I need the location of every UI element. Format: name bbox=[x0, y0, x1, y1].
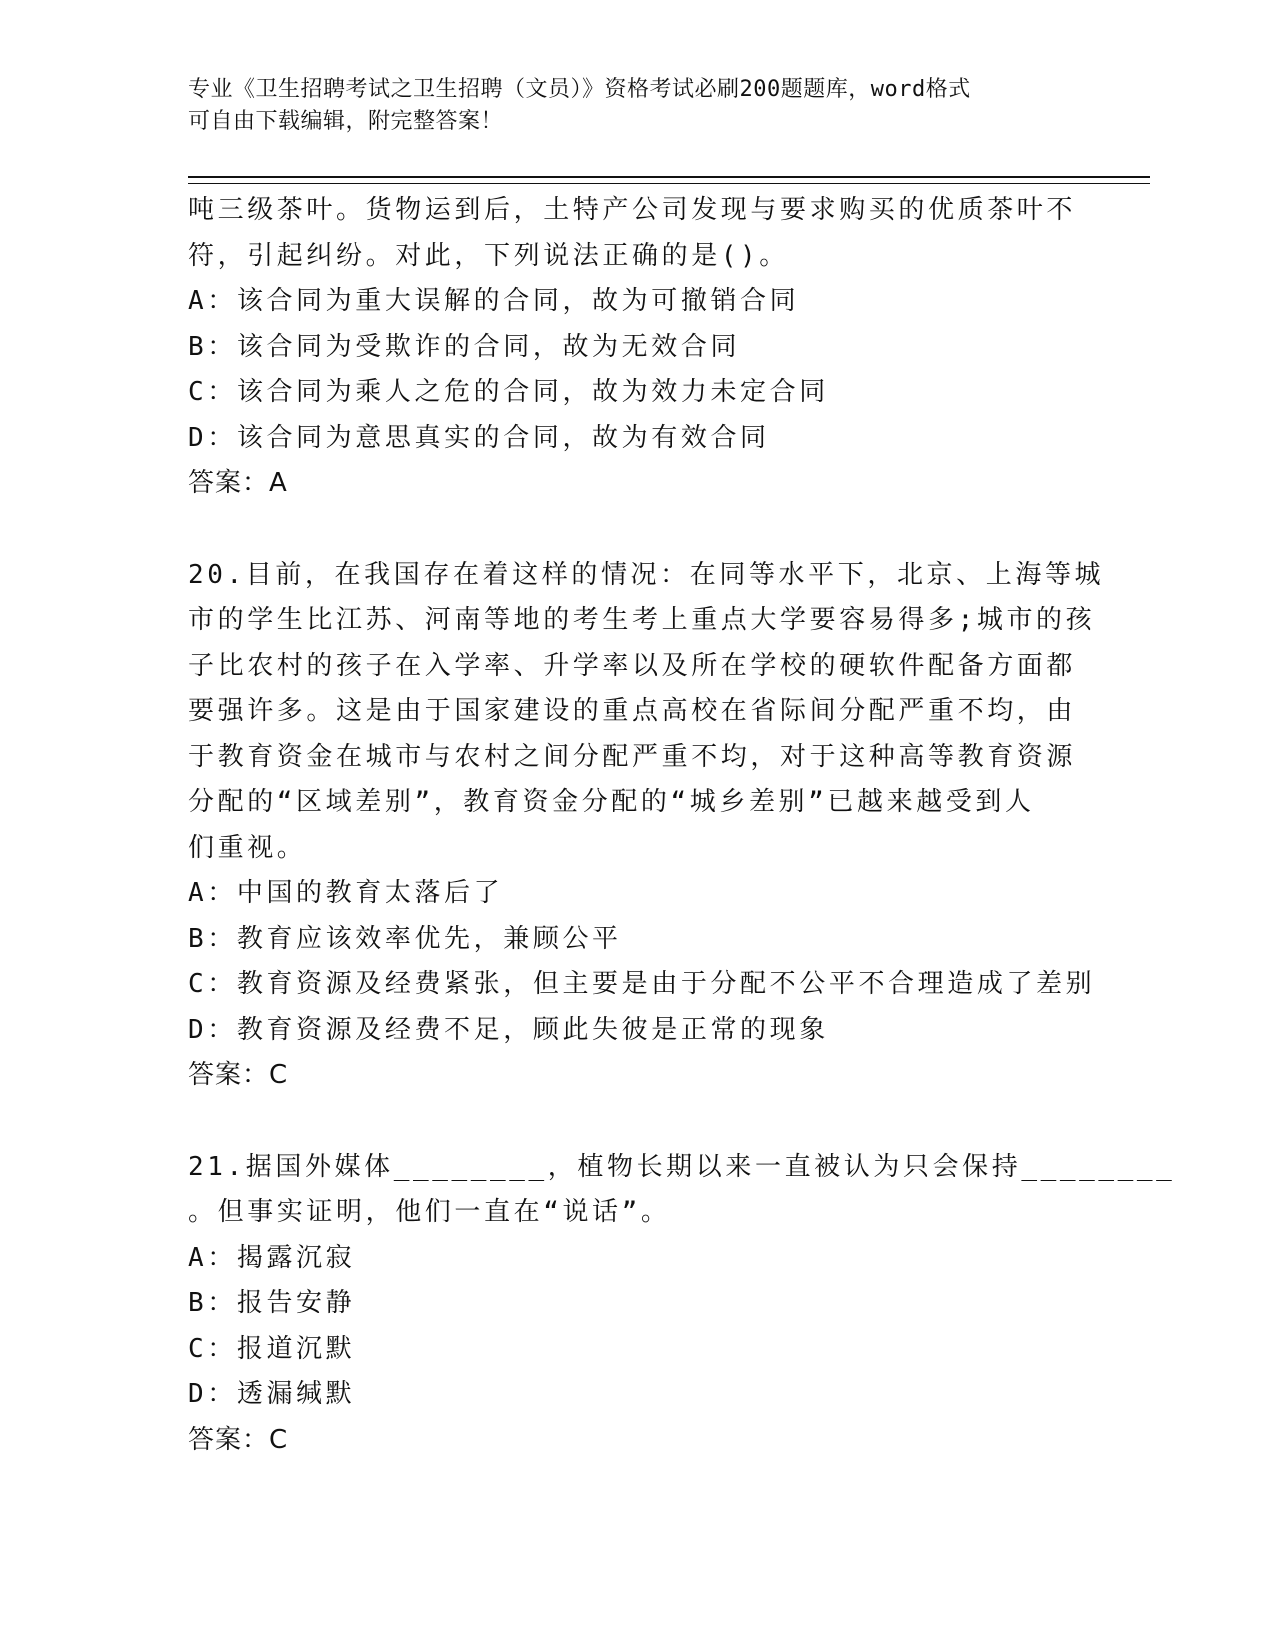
option-c: C：报道沉默 bbox=[188, 1333, 356, 1364]
question-stem-line: 。但事实证明，他们一直在“说话”。 bbox=[188, 1197, 671, 1227]
question-19 bbox=[188, 188, 1088, 507]
option-b: B：教育应该效率优先，兼顾公平 bbox=[188, 923, 622, 954]
question-stem-line: 21.据国外媒体________，植物长期以来一直被认为只会保持________ bbox=[188, 1151, 1176, 1182]
question-stem-line: 分配的“区域差别”，教育资金分配的“城乡差别”已越来越受到人 bbox=[188, 787, 1035, 817]
question-content bbox=[188, 188, 1176, 1463]
question-stem-line: 20.目前，在我国存在着这样的情况：在同等水平下，北京、上海等城 bbox=[188, 559, 1105, 590]
question-20 bbox=[188, 553, 1105, 1099]
option-d: D：该合同为意思真实的合同，故为有效合同 bbox=[188, 422, 770, 453]
question-spacer bbox=[188, 507, 1088, 553]
option-c: C：该合同为乘人之危的合同，故为效力未定合同 bbox=[188, 377, 829, 407]
question-21 bbox=[188, 1145, 1176, 1464]
question-stem-line: 们重视。 bbox=[188, 832, 307, 863]
option-d: D：教育资源及经费不足，顾此失彼是正常的现象 bbox=[188, 1014, 829, 1045]
question-stem-line: 要强许多。这是由于国家建设的重点高校在省际间分配严重不均，由 bbox=[188, 696, 1077, 726]
question-stem-line: 吨三级茶叶。货物运到后，土特产公司发现与要求购买的优质茶叶不 bbox=[188, 195, 1077, 225]
option-b: B：该合同为受欺诈的合同，故为无效合同 bbox=[188, 331, 741, 362]
option-a: A：该合同为重大误解的合同，故为可撤销合同 bbox=[188, 286, 800, 316]
answer-line: 答案：A bbox=[188, 468, 288, 498]
option-a: A：中国的教育太落后了 bbox=[188, 878, 504, 908]
option-b: B：报告安静 bbox=[188, 1288, 356, 1318]
option-c: C：教育资源及经费紧张，但主要是由于分配不公平不合理造成了差别 bbox=[188, 969, 1096, 999]
header-line-1: 专业《卫生招聘考试之卫生招聘（文员）》资格考试必刷200题题库，word格式 bbox=[188, 77, 971, 102]
header-divider-thick bbox=[188, 176, 1150, 178]
option-d: D：透漏缄默 bbox=[188, 1379, 356, 1409]
header-divider-thin bbox=[188, 183, 1150, 184]
header-line-2: 可自由下载编辑，附完整答案！ bbox=[188, 109, 504, 134]
question-stem-line: 子比农村的孩子在入学率、升学率以及所在学校的硬软件配备方面都 bbox=[188, 650, 1077, 681]
answer-line: 答案：C bbox=[188, 1424, 289, 1455]
answer-line: 答案：C bbox=[188, 1060, 289, 1090]
option-a: A：揭露沉寂 bbox=[188, 1242, 356, 1273]
question-stem-line: 符，引起纠纷。对此，下列说法正确的是()。 bbox=[188, 240, 789, 271]
question-stem-line: 于教育资金在城市与农村之间分配严重不均，对于这种高等教育资源 bbox=[188, 741, 1077, 772]
document-header bbox=[188, 74, 1068, 138]
question-stem-line: 市的学生比江苏、河南等地的考生考上重点大学要容易得多;城市的孩 bbox=[188, 605, 1096, 635]
question-spacer bbox=[188, 1099, 1088, 1145]
